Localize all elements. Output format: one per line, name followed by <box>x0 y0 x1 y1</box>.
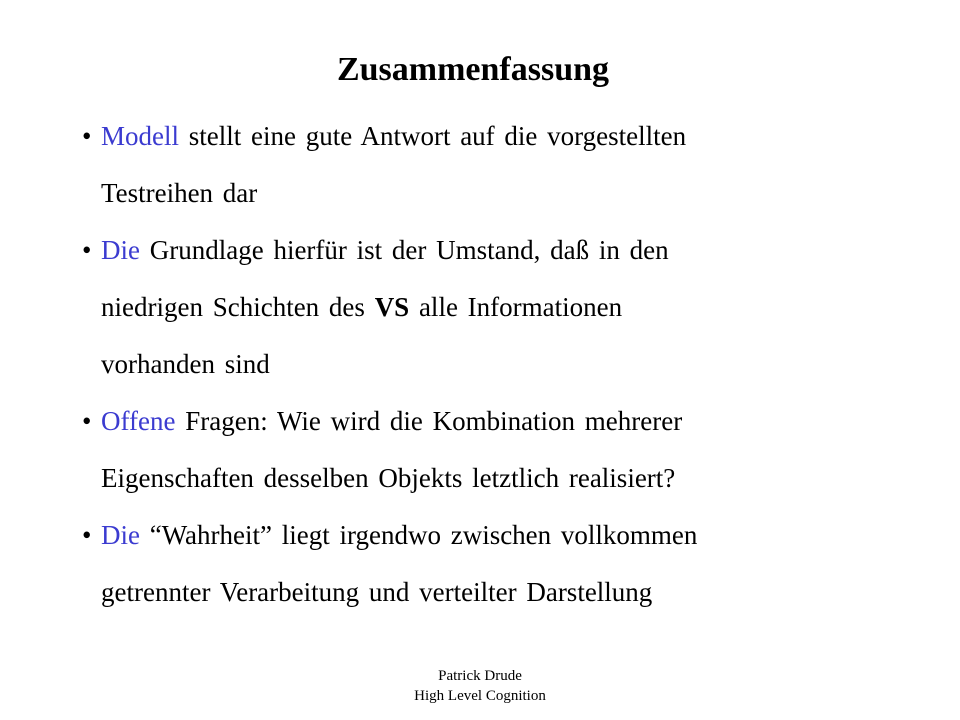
bullet-text: stellt eine gute Antwort auf die vorgestellten <box>179 121 687 151</box>
bullet-item <box>82 507 902 621</box>
bullet-icon: • <box>82 406 92 436</box>
bullet-icon: • <box>82 121 92 151</box>
bullet-item <box>82 108 902 222</box>
bullet-line <box>101 393 902 450</box>
bullet-line <box>101 108 902 165</box>
bullet-text: Grundlage hierfür ist der Umstand, daß in den <box>139 235 669 265</box>
bullet-keyword: Die <box>101 235 140 265</box>
bullet-line <box>101 507 902 564</box>
bullet-text: alle Informationen <box>409 292 623 322</box>
bullet-line: getrennter Verarbeitung und verteilter Darstellung <box>101 577 653 607</box>
bullet-line <box>101 222 902 279</box>
bullet-keyword: Offene <box>101 406 176 436</box>
bullet-item <box>82 393 902 507</box>
bullet-text: Fragen: Wie wird die Kombination mehrerer <box>175 406 683 436</box>
bullet-list <box>82 108 902 621</box>
footer-course: High Level Cognition <box>414 688 546 704</box>
bullet-keyword: Die <box>101 520 140 550</box>
bullet-line: Eigenschaften desselben Objekts letztlich realisiert? <box>101 463 676 493</box>
bullet-text: niedrigen Schichten des <box>101 292 375 322</box>
footer-author: Patrick Drude <box>438 668 522 684</box>
bullet-keyword: Modell <box>101 121 179 151</box>
bullet-item <box>82 222 902 393</box>
bullet-icon: • <box>82 235 92 265</box>
bullet-line: vorhanden sind <box>101 349 270 379</box>
bullet-line: Testreihen dar <box>101 178 258 208</box>
bullet-text: “Wahrheit” liegt irgendwo zwischen vollkommen <box>139 520 698 550</box>
bullet-line <box>101 279 902 336</box>
bullet-emphasis: VS <box>374 292 410 322</box>
slide-title: Zusammenfassung <box>336 51 610 88</box>
bullet-icon: • <box>82 520 92 550</box>
